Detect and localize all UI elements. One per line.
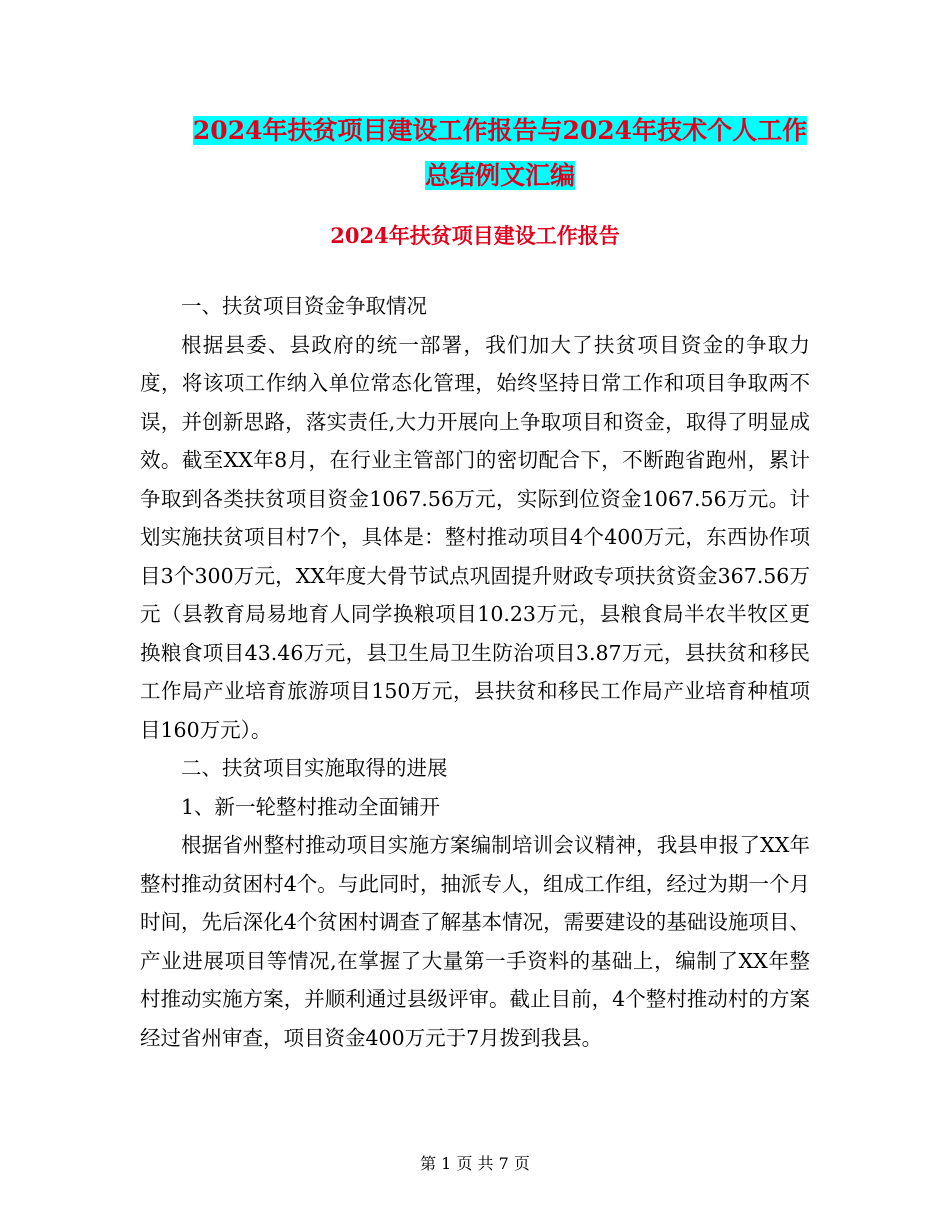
subsection-heading-1: 1、新一轮整村推动全面铺开 <box>181 794 441 819</box>
section-heading-2: 二、扶贫项目实施取得的进展 <box>181 756 448 780</box>
document-body <box>140 287 810 1057</box>
section-heading-1: 一、扶贫项目资金争取情况 <box>181 294 427 318</box>
paragraph-2: 根据省州整村推动项目实施方案编制培训会议精神，我县申报了XX年整村推动贫困村4个。与此同时，抽派专人，组成工作组，经过为期一个月时间，先后深化4个贫困村调查了解基本情况，需要建设的基础设施项目、产业进展项目等情况,在掌握了大量第一手资料的基础上，编制了XX年整村推动实施方案，并顺利通过县级评审。截止目前，4个整村推动村的方案经过省州审查，项目资金400万元于7月拨到我县。 <box>140 833 810 1050</box>
paragraph-1: 根据县委、县政府的统一部署，我们加大了扶贫项目资金的争取力度，将该项工作纳入单位常态化管理，始终坚持日常工作和项目争取两不误，并创新思路，落实责任,大力开展向上争取项目和资金，取得了明显成效。截至XX年8月，在行业主管部门的密切配合下，不断跑省跑州，累计争取到各类扶贫项目资金1067.56万元，实际到位资金1067.56万元。计划实施扶贫项目村7个，具体是：整村推动项目4个400万元，东西协作项目3个300万元，XX年度大骨节试点巩固提升财政专项扶贫资金367.56万元（县教育局易地育人同学换粮项目10.23万元，县粮食局半农半牧区更换粮食项目43.46万元，县卫生局卫生防治项目3.87万元，县扶贫和移民工作局产业培育旅游项目150万元，县扶贫和移民工作局产业培育种植项目160万元）。 <box>140 332 810 742</box>
page-footer: 第 1 页 共 7 页 <box>420 1154 530 1173</box>
document-title-line-2 <box>140 153 860 199</box>
document-title-line-1-text: 2024年扶贫项目建设工作报告与2024年技术个人工作 <box>192 116 808 145</box>
document-title-line-2-text: 总结例文汇编 <box>424 161 575 190</box>
section-title: 2024年扶贫项目建设工作报告 <box>330 223 620 248</box>
document-title-line-1 <box>140 108 860 154</box>
